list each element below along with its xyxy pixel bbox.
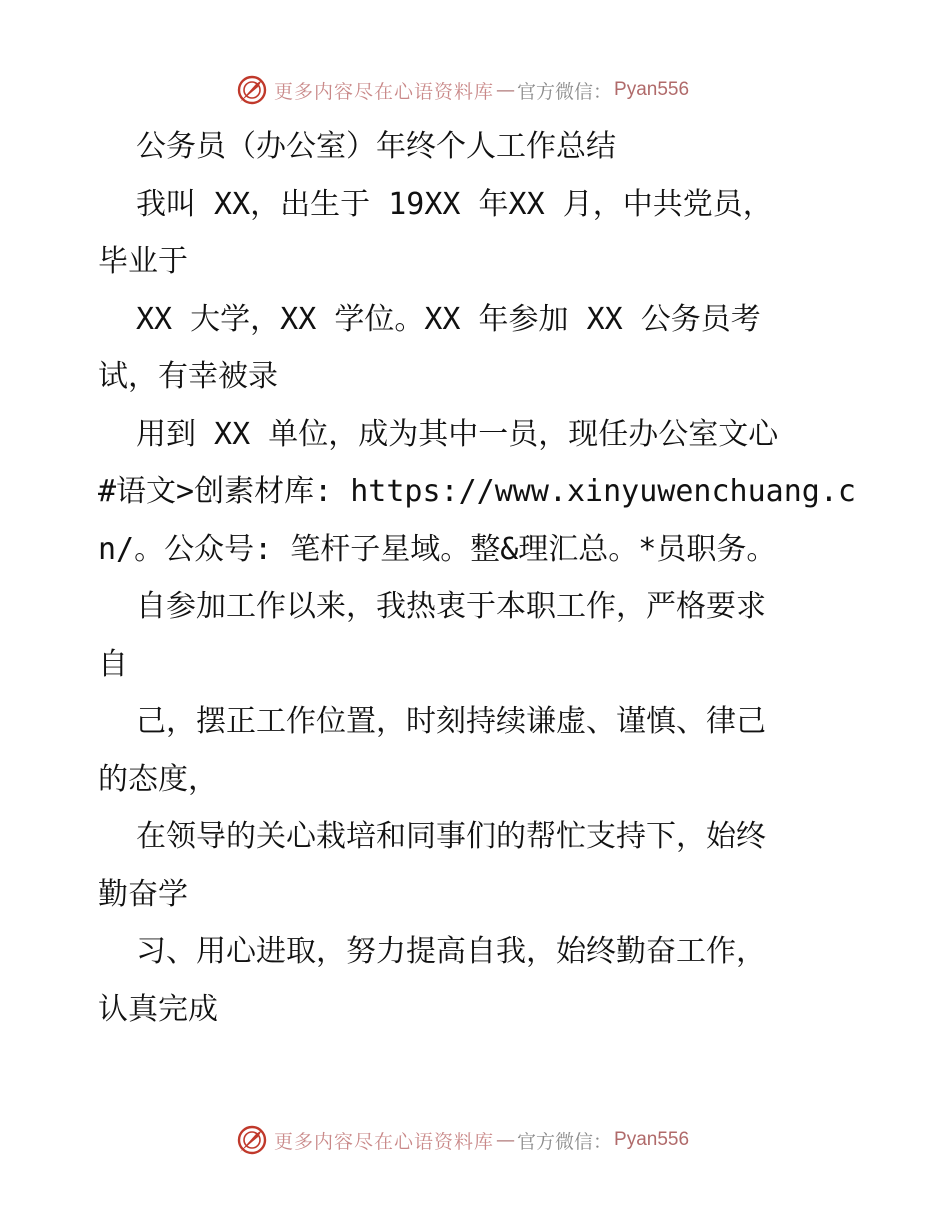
paragraph-line: 毕业于	[98, 244, 188, 279]
paragraph-line: 自参加工作以来，我热衷于本职工作，严格要求	[136, 589, 766, 624]
banner-dash: —	[496, 1129, 516, 1151]
paragraph-line: 己，摆正工作位置，时刻持续谦虚、谨慎、律己	[136, 704, 766, 739]
paragraph-line: #语文>创素材库: https://www.xinyuwenchuang.c	[98, 474, 856, 509]
paragraph-line: 用到 XX 单位，成为其中一员，现任办公室文心	[136, 416, 779, 452]
banner-text: 更多内容尽在心语资料库	[274, 1130, 495, 1153]
banner-wechat-id: Pyan556	[614, 79, 690, 100]
banner-wechat-id: Pyan556	[614, 1129, 690, 1150]
banner-wechat-label: 官方微信：	[517, 80, 613, 103]
paragraph-line: 自	[98, 646, 128, 682]
banner-dash: —	[496, 79, 516, 101]
paragraph-line: XX 大学，XX 学位。XX 年参加 XX 公务员考	[136, 301, 761, 337]
paragraph-line: 在领导的关心栽培和同事们的帮忙支持下，始终	[136, 819, 766, 854]
quill-pen-logo-icon	[236, 1124, 268, 1156]
document-body	[98, 118, 858, 1038]
document-title: 公务员（办公室）年终个人工作总结	[136, 129, 616, 164]
banner-wechat-label: 官方微信：	[517, 1130, 613, 1153]
paragraph-line: 习、用心进取，努力提高自我，始终勤奋工作，	[136, 934, 766, 969]
quill-pen-logo-icon	[236, 74, 268, 106]
paragraph-line: 试，有幸被录	[98, 359, 278, 394]
footer-banner	[236, 1122, 756, 1158]
header-banner	[236, 72, 756, 108]
paragraph-line: 勤奋学	[98, 876, 188, 912]
banner-text: 更多内容尽在心语资料库	[274, 80, 495, 103]
paragraph-line: 我叫 XX，出生于 19XX 年XX 月，中共党员，	[136, 186, 773, 222]
paragraph-line: 的态度，	[98, 761, 218, 797]
paragraph-line: 认真完成	[98, 991, 218, 1027]
paragraph-line: n/。公众号: 笔杆子星域。整&理汇总。*员职务。	[98, 531, 777, 567]
